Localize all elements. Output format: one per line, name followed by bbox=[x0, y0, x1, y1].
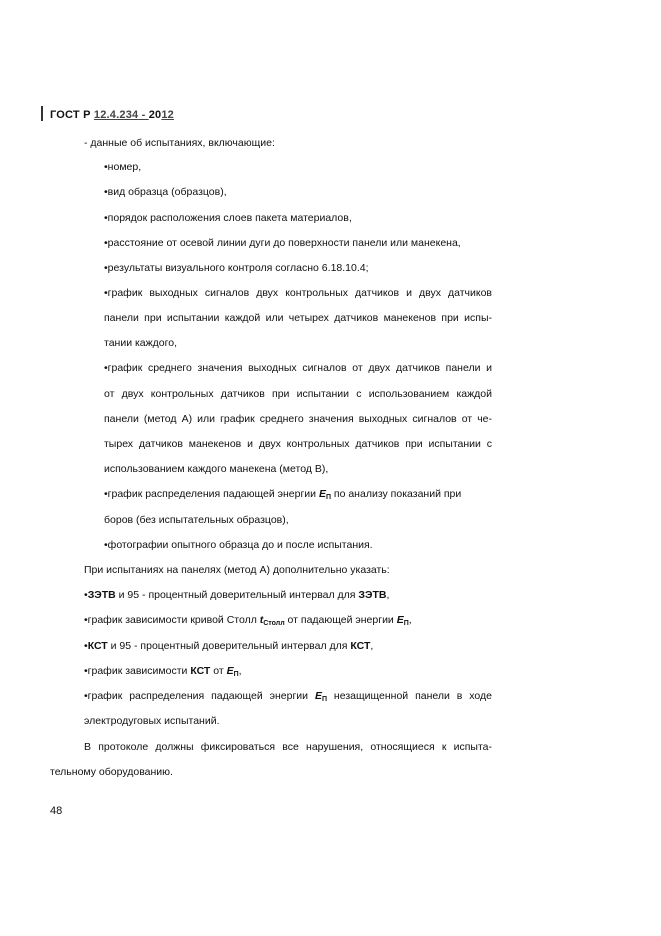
text-line: тырех датчиков манекенов и двух контрольных датчиков при испытании с bbox=[104, 438, 492, 450]
standard-number: 12.4.234 - bbox=[93, 109, 149, 121]
text-line: боров (без испытательных образцов), bbox=[104, 514, 289, 526]
list-item: •расстояние от осевой линии дуги до поверхности панели или манекена, bbox=[104, 237, 461, 249]
text-line: тельному оборудованию. bbox=[50, 766, 173, 778]
revision-bar bbox=[41, 106, 43, 121]
intro-line: - данные об испытаниях, включающие: bbox=[84, 137, 275, 149]
list-item: •фотографии опытного образца до и после испытания. bbox=[104, 539, 373, 551]
document-header bbox=[50, 109, 174, 121]
text-line: электродуговых испытаний. bbox=[84, 715, 220, 727]
list-item: •порядок расположения слоев пакета материалов, bbox=[104, 212, 352, 224]
paragraph-line: При испытаниях на панелях (метод А) дополнительно указать: bbox=[84, 564, 390, 576]
paragraph-line: В протоколе должны фиксироваться все нарушения, относящиеся к испыта- bbox=[84, 741, 492, 753]
text-line: панели при испытании каждой или четырех датчиков манекенов при испы- bbox=[104, 312, 492, 324]
list-item: •КСТ и 95 - процентный доверительный интервал для КСТ, bbox=[84, 640, 374, 652]
list-item: •вид образца (образцов), bbox=[104, 186, 227, 198]
list-item: •результаты визуального контроля согласно 6.18.10.4; bbox=[104, 262, 369, 274]
text-line: панели (метод А) или график среднего значения выходных сигналов от че- bbox=[104, 413, 492, 425]
standard-prefix: ГОСТ Р bbox=[50, 109, 91, 121]
text-line: использованием каждого манекена (метод В), bbox=[104, 463, 329, 475]
text-line: тании каждого, bbox=[104, 337, 177, 349]
list-item: •график выходных сигналов двух контрольных датчиков и двух датчиков bbox=[104, 287, 492, 299]
list-item: •график зависимости КСТ от $E_П$, bbox=[84, 665, 242, 678]
list-item: •график распределения падающей энергии $E_П$ по анализу показаний при bbox=[104, 488, 462, 501]
list-item: •номер, bbox=[104, 161, 142, 173]
text-line: от двух контрольных датчиков при испытании с использованием каждой bbox=[104, 388, 492, 400]
list-item: •график зависимости кривой Столл $t_{Столл}$ от падающей энергии $E_П$, bbox=[84, 614, 412, 627]
page-number: 48 bbox=[50, 805, 63, 817]
list-item: •график среднего значения выходных сигналов от двух датчиков панели и bbox=[104, 362, 492, 374]
list-item: •график распределения падающей энергии $E_П$ незащищенной панели в ходе bbox=[84, 690, 492, 703]
list-item: •ЗЭТВ и 95 - процентный доверительный интервал для ЗЭТВ, bbox=[84, 589, 390, 601]
standard-year: 2012 bbox=[148, 109, 174, 121]
